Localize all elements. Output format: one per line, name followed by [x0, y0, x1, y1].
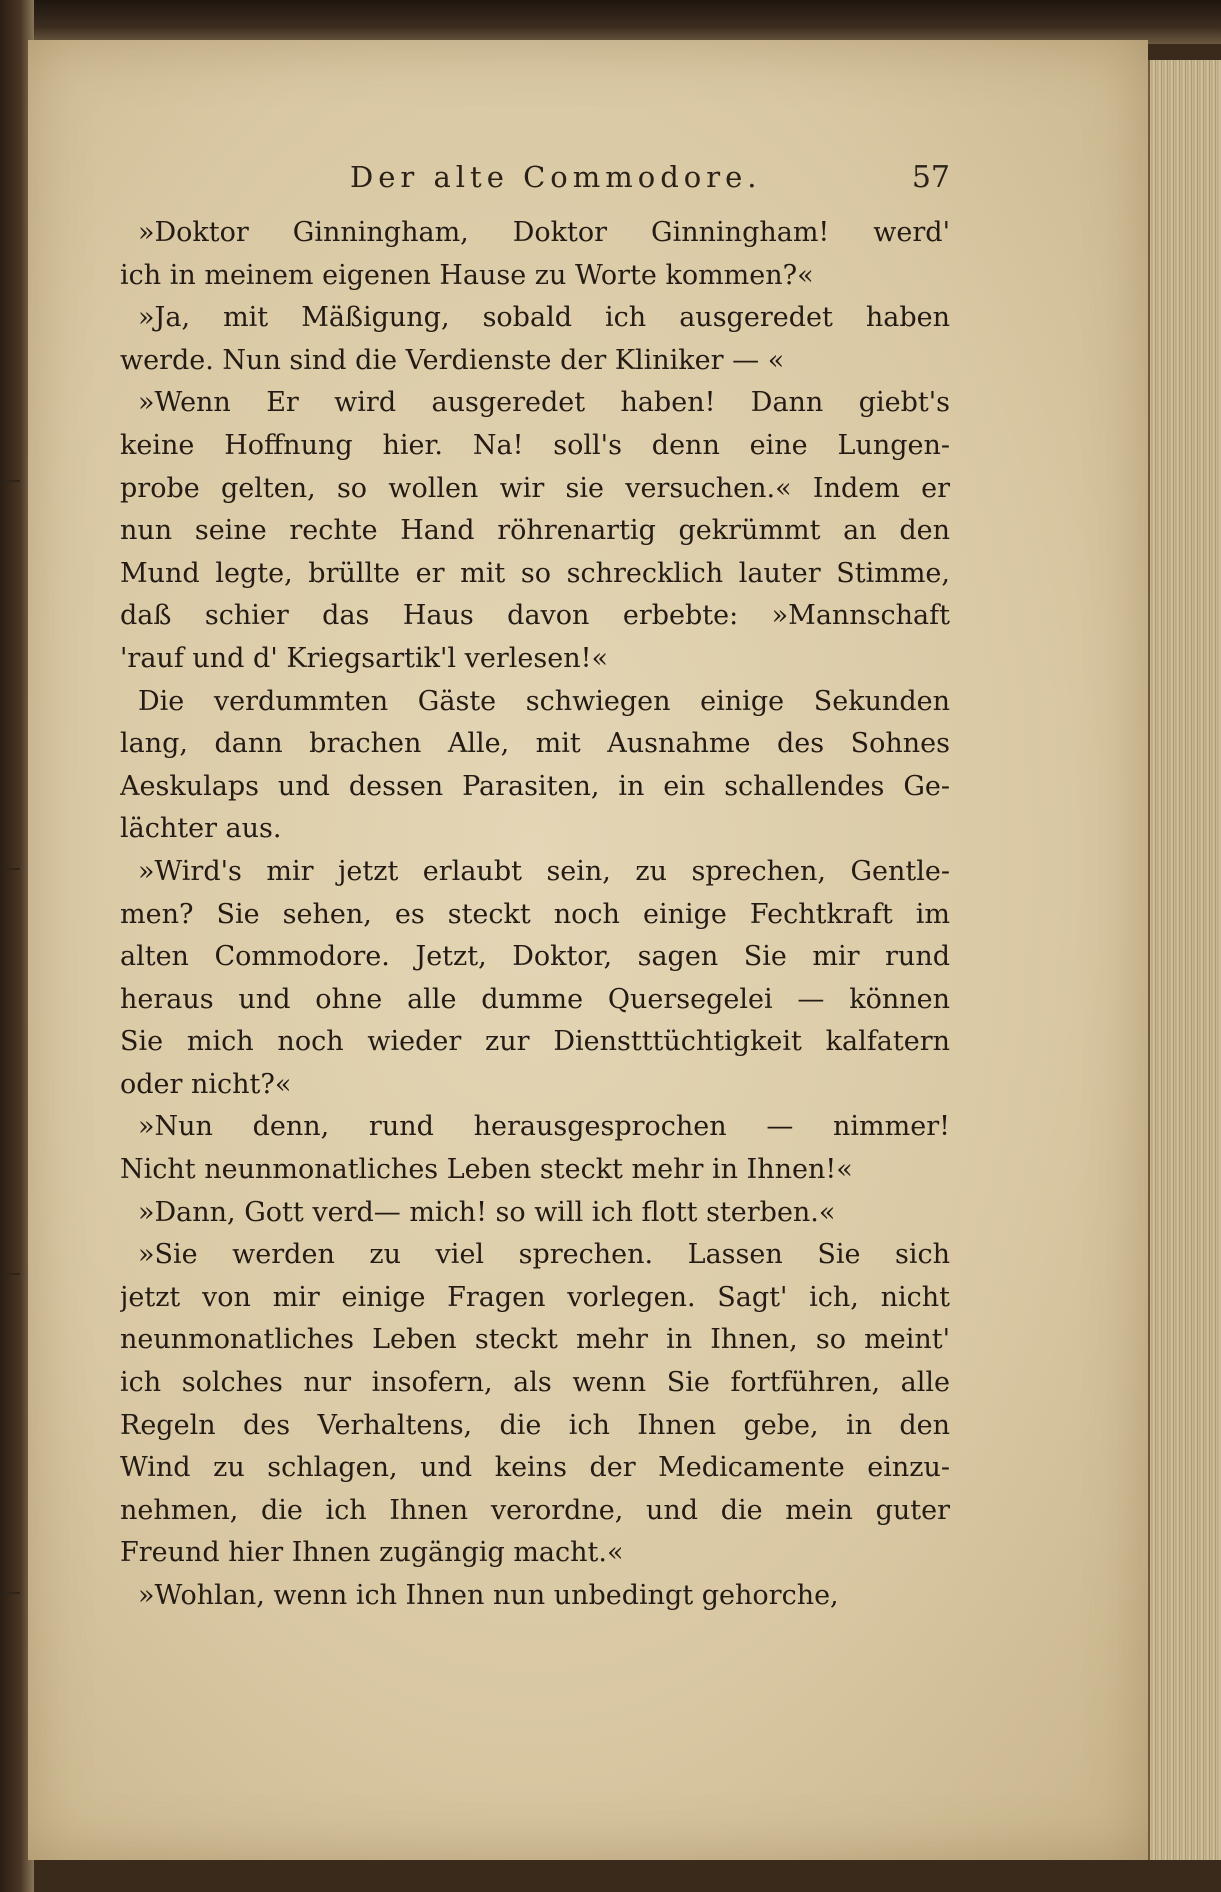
text-line: nun seine rechte Hand röhrenartig gekrümmt an den: [120, 515, 950, 547]
text-line: 'rauf und d' Kriegsartik'l verlesen!«: [120, 642, 608, 674]
margin-mark: [6, 868, 20, 870]
text-line: keine Hoffnung hier. Na! soll's denn eine Lungen-: [120, 429, 950, 461]
text-line: men? Sie sehen, es steckt noch einige Fechtkraft im: [120, 898, 950, 930]
text-line: »Ja, mit Mäßigung, sobald ich ausgeredet haben: [138, 302, 950, 334]
page-fore-edge: [1148, 60, 1221, 1860]
book-top-edge: [0, 0, 1221, 44]
text-line: jetzt von mir einige Fragen vorlegen. Sagt' ich, nicht: [120, 1281, 950, 1313]
margin-mark: [6, 1273, 20, 1275]
text-line: Sie mich noch wieder zur Dienstttüchtigkeit kalfatern: [120, 1026, 950, 1058]
margin-marks: [6, 200, 36, 1600]
text-line: Wind zu schlagen, und keins der Medicamente einzu-: [120, 1452, 950, 1484]
text-line: »Wird's mir jetzt erlaubt sein, zu sprechen, Gentle-: [138, 855, 950, 887]
text-line: alten Commodore. Jetzt, Doktor, sagen Sie mir rund: [120, 941, 950, 973]
text-line: lang, dann brachen Alle, mit Ausnahme des Sohnes: [120, 728, 950, 760]
text-line: Die verdummten Gäste schwiegen einige Sekunden: [138, 685, 950, 717]
text-line: »Sie werden zu viel sprechen. Lassen Sie sich: [138, 1239, 950, 1271]
text-line: lächter aus.: [120, 813, 282, 845]
text-line: »Dann, Gott verd— mich! so will ich flott sterben.«: [138, 1196, 836, 1228]
text-line: oder nicht?«: [120, 1068, 292, 1100]
running-title: Der alte Commodore.: [350, 160, 762, 194]
margin-mark: [6, 1592, 20, 1594]
page-header: [120, 160, 950, 204]
text-line: heraus und ohne alle dumme Quersegelei — können: [120, 983, 950, 1015]
text-line: »Wohlan, wenn ich Ihnen nun unbedingt gehorche,: [138, 1580, 839, 1611]
page-number: 57: [911, 160, 950, 195]
text-line: ich in meinem eigenen Hause zu Worte kommen?«: [120, 259, 814, 291]
text-line: Mund legte, brüllte er mit so schrecklich lauter Stimme,: [120, 557, 950, 589]
text-line: Regeln des Verhaltens, die ich Ihnen gebe, in den: [120, 1409, 950, 1441]
text-line: Freund hier Ihnen zugängig macht.«: [120, 1537, 624, 1569]
text-line: »Wenn Er wird ausgeredet haben! Dann giebt's: [138, 387, 950, 419]
text-line: ich solches nur insofern, als wenn Sie fortführen, alle: [120, 1367, 950, 1399]
text-line: nehmen, die ich Ihnen verordne, und die mein guter: [120, 1494, 950, 1526]
text-line: neunmonatliches Leben steckt mehr in Ihnen, so meint': [120, 1324, 950, 1356]
margin-mark: [6, 480, 20, 482]
text-line: werde. Nun sind die Verdienste der Kliniker — «: [120, 344, 785, 376]
text-line: probe gelten, so wollen wir sie versuchen.« Indem er: [120, 472, 950, 504]
text-line: Nicht neunmonatliches Leben steckt mehr in Ihnen!«: [120, 1154, 853, 1186]
text-line: »Nun denn, rund herausgesprochen — nimmer!: [138, 1111, 950, 1143]
text-line: »Doktor Ginningham, Doktor Ginningham! werd': [138, 217, 950, 248]
text-line: Aeskulaps und dessen Parasiten, in ein schallendes Ge-: [120, 770, 950, 802]
text-line: daß schier das Haus davon erbebte: »Mannschaft: [120, 600, 950, 632]
body-text: [120, 212, 950, 1618]
